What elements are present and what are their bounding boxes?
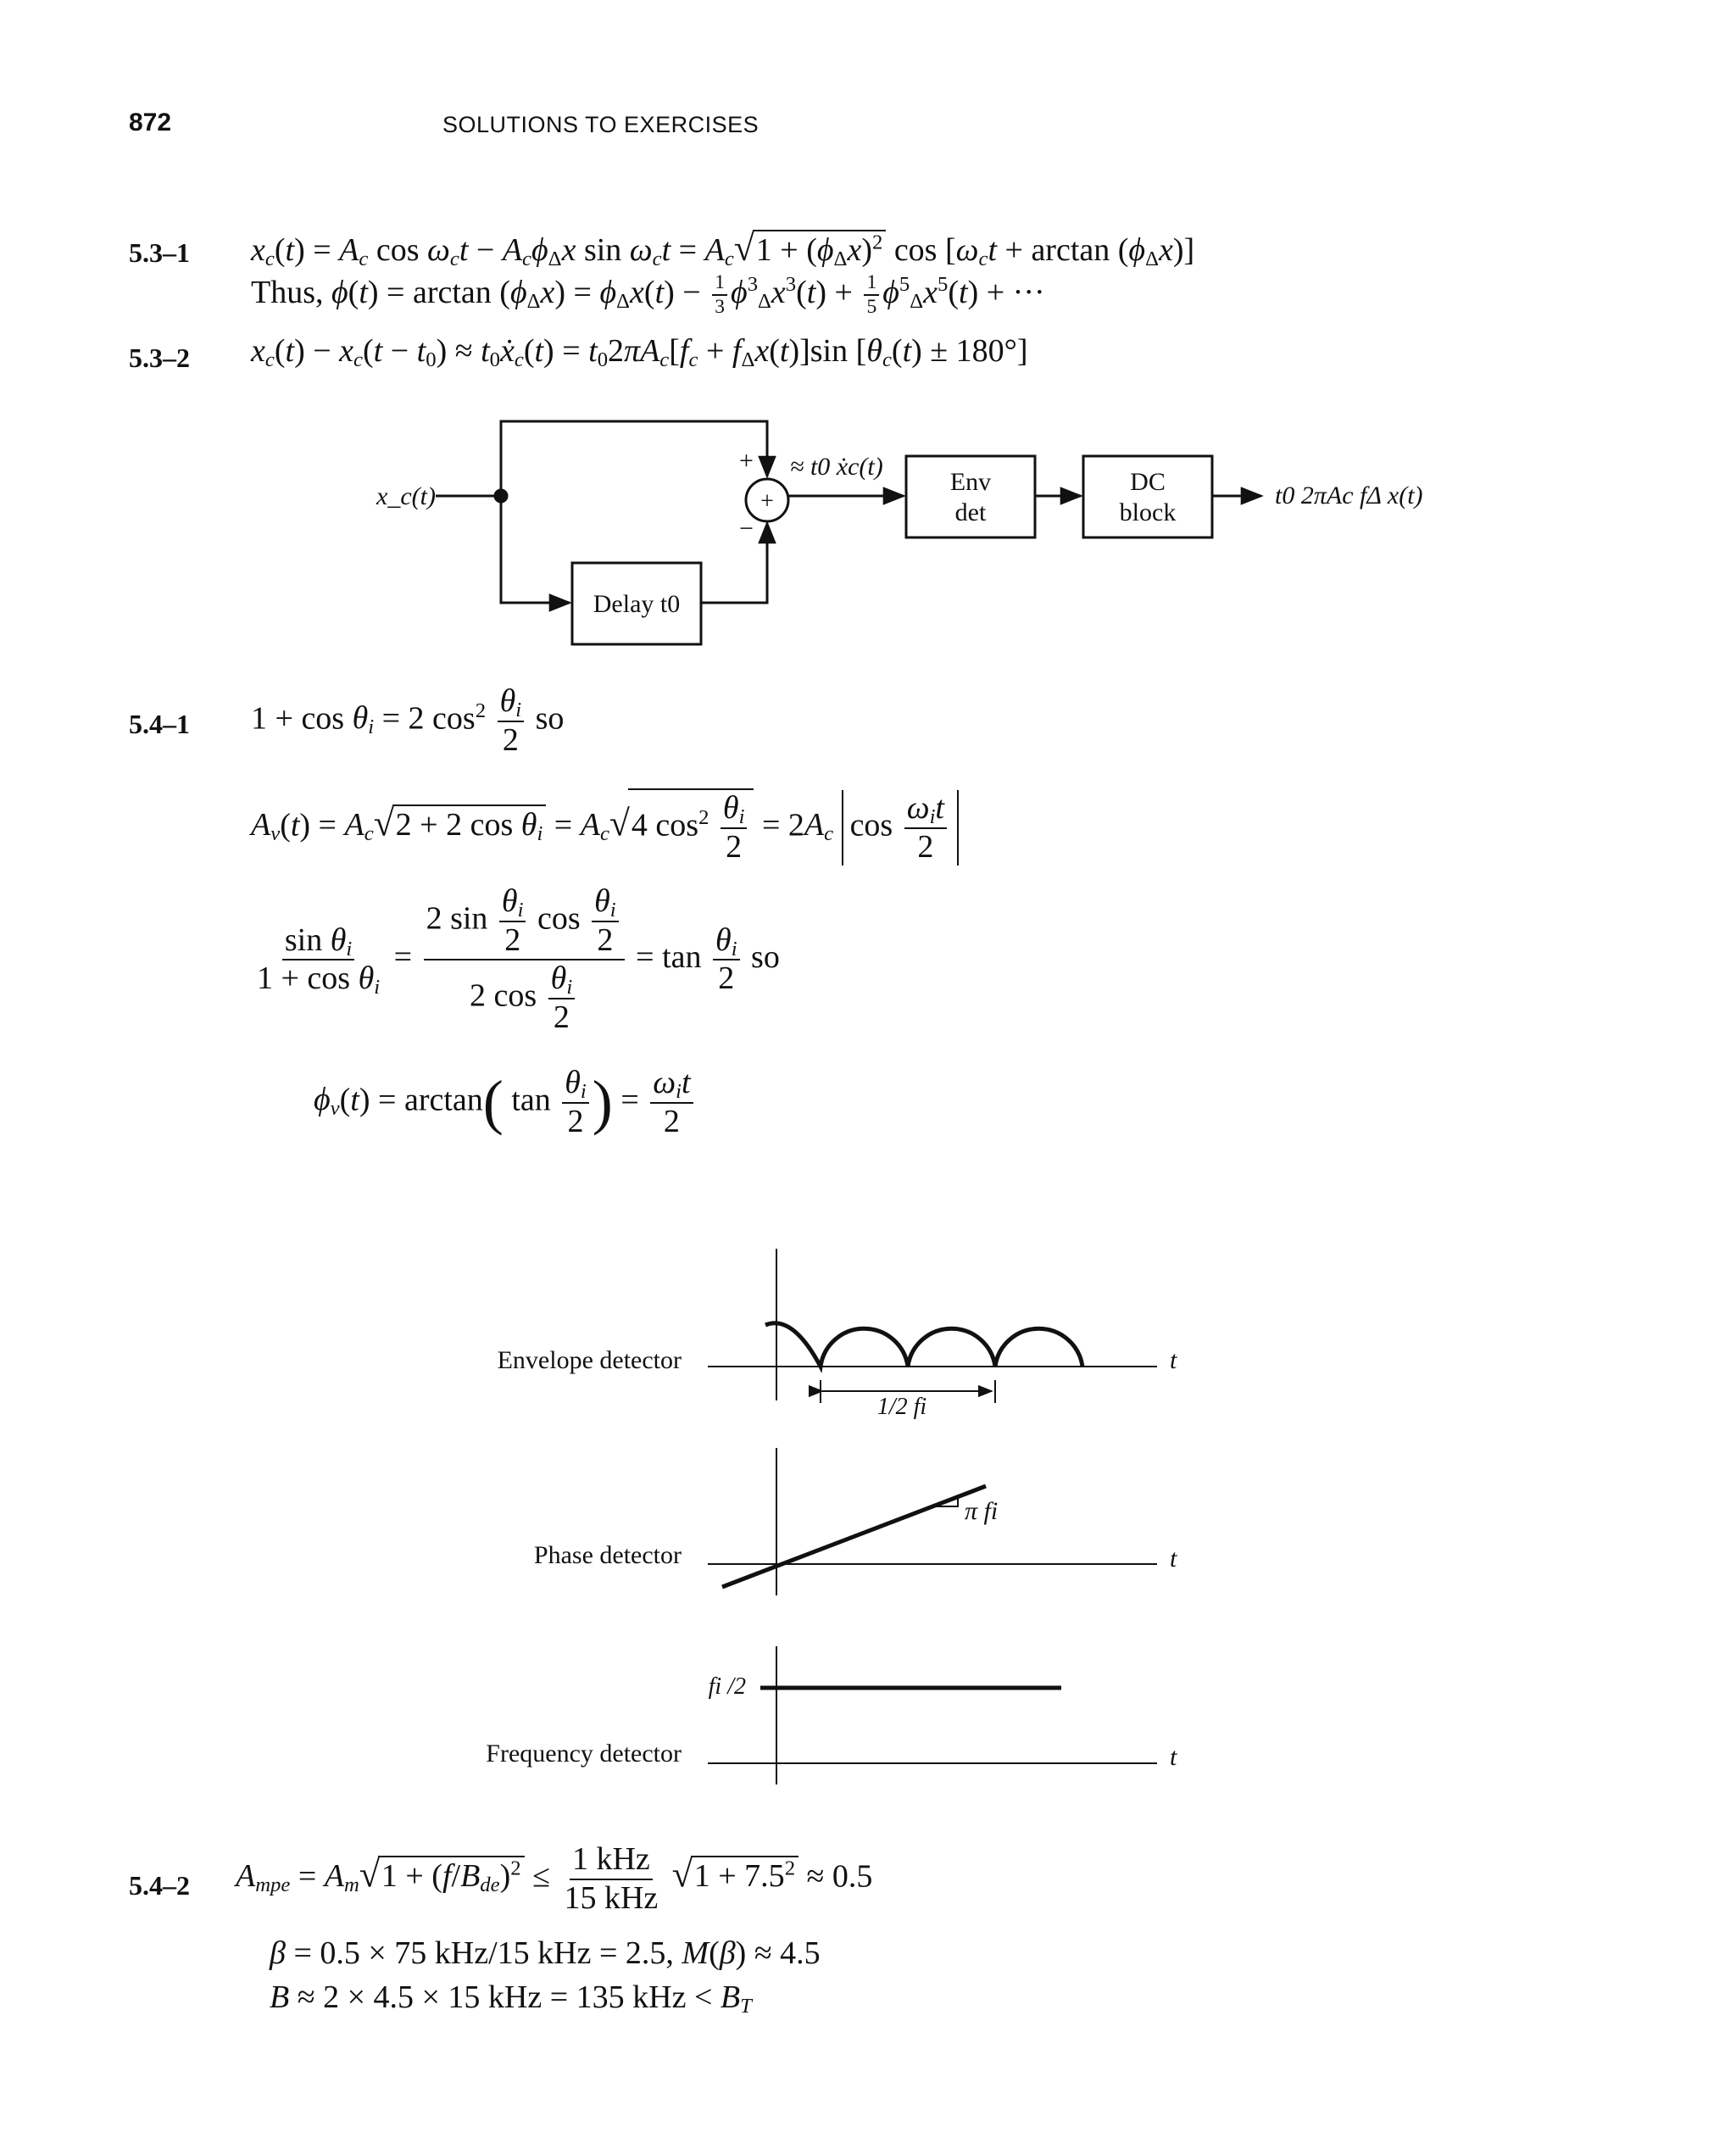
lower-path bbox=[501, 496, 570, 603]
equation-5-4-1-line3: $\frac{\sin \theta_i}{1 + \cos \theta_i}$ = 2 sin $\frac{\theta_i}{2}$ cos $\frac{\theta_i}{2}$ 2 cos $\frac{\theta_i}{2}$ = tan $\frac{\theta_i}{2}$ so bbox=[257, 883, 780, 1036]
cos-word-4: cos bbox=[301, 700, 345, 737]
equation-5-4-2-line1: $A_{mpe} = A_m√1 + (f/B_{de})^2$ ≤ $\frac{\text{1 kHz}}{\text{15 kHz}}$ $√1 + 7.5^2 \approx 0.5$ bbox=[236, 1841, 873, 1916]
page-number: 872 bbox=[129, 109, 172, 136]
sum-output-label: ≈ t0 ẋc(t) bbox=[790, 453, 883, 481]
one-khz: 1 kHz bbox=[570, 1841, 653, 1880]
degree-value: 180° bbox=[955, 333, 1017, 369]
dc-label-line1: DC bbox=[1130, 468, 1166, 496]
equation-5-4-2-line3: B ≈ 2 × 4.5 × 15 kHz = 135 kHz < $B_T$ bbox=[270, 1979, 752, 2018]
freq-graph-label: Frequency detector bbox=[486, 1740, 682, 1768]
problem-label-5-4-2: 5.4–2 bbox=[129, 1870, 190, 1901]
slope-label: π fi bbox=[965, 1497, 999, 1525]
delay-output-path bbox=[701, 523, 767, 603]
sin-word-3: sin bbox=[810, 333, 849, 369]
equation-5-3-1-line1: $x_c(t) = A_c$ $\cos \omega_ct - A_c\phi_\Delta x$ $\sin \omega_ct = A_c√1 + (\phi_\Delta x)^2$ $\cos [\omega_ct + \arctan (\phi_\Delta x)]$ bbox=[251, 228, 1195, 271]
problem-label-5-3-2: 5.3–2 bbox=[129, 342, 190, 373]
equation-5-4-1-line2: $A_v(t) = A_c√2 + 2$ $\cos \theta_i = A_c√4$ $\cos^2$ $\frac{\theta_i}{2}$ = $2A_c$ cos $\frac{\omega_it}{2}$ bbox=[251, 788, 959, 866]
equation-5-3-1-line2: Thus, $\phi(t) = \arctan (\phi_\Delta x) = \phi_\Delta x(t)$ − $\frac{1}{3}$ $\phi^3_\Delta x^3(t)$ + $\frac{1}{5}$ $\phi^5_\Delta x^5(t)$ + ··· bbox=[251, 271, 1045, 319]
approx-result: ≈ 0.5 bbox=[806, 1858, 873, 1895]
cos-word-2: cos bbox=[893, 232, 938, 268]
so-word-1: so bbox=[535, 700, 565, 737]
sin-word-4: sin bbox=[450, 900, 488, 937]
upper-path bbox=[501, 421, 767, 496]
phase-graph-label: Phase detector bbox=[533, 1541, 682, 1569]
freq-level-label: fi /2 bbox=[708, 1673, 746, 1700]
plus-sign: + bbox=[739, 447, 754, 475]
arctan-word: arctan bbox=[1031, 232, 1110, 268]
b-line: ≈ 2 × 4.5 × 15 kHz = 135 kHz < bbox=[297, 1979, 713, 2015]
envelope-curve bbox=[765, 1323, 1082, 1367]
phase-t-label: t bbox=[1170, 1545, 1177, 1573]
env-label-line1: Env bbox=[949, 468, 992, 496]
beta-line: = 0.5 × 75 kHz/15 kHz = 2.5, bbox=[293, 1935, 674, 1971]
equation-5-4-1-line4: $\phi_v(t) = \arctan$( tan $\frac{\theta_i}{2}$ ) = $\frac{\omega_it}{2}$ bbox=[314, 1065, 697, 1140]
four-value: 4 bbox=[631, 807, 648, 843]
arctan-word-2: arctan bbox=[412, 274, 492, 310]
so-word-2: so bbox=[751, 939, 780, 976]
env-graph-label: Envelope detector bbox=[497, 1346, 682, 1374]
problem-label-5-4-1: 5.4–1 bbox=[129, 709, 190, 739]
phase-line bbox=[722, 1486, 986, 1587]
freq-t-label: t bbox=[1170, 1743, 1177, 1771]
one-plus: 1 + bbox=[251, 700, 293, 737]
period-label: 1/2 fi bbox=[876, 1394, 927, 1420]
problem-label-5-3-1: 5.3–1 bbox=[129, 237, 190, 268]
fifteen-khz: 15 kHz bbox=[564, 1879, 659, 1916]
detector-graphs bbox=[708, 1249, 1157, 1784]
equation-5-4-1-line1: $1 + \cos \theta_i = 2$ $\cos^2$ $\frac{\theta_i}{2}$ so bbox=[251, 683, 565, 758]
equation-5-4-2-line2: β = 0.5 × 75 kHz/15 kHz = 2.5, M(β) ≈ 4.5 bbox=[270, 1935, 821, 1971]
m-beta-value: ≈ 4.5 bbox=[754, 1935, 821, 1971]
sin-word: sin bbox=[583, 232, 622, 268]
equation-5-3-2: $x_c(t) - x_c(t - t_0)$ ≈ $t_0ẋ_c(t) = t_02\pi A_c[f_c + f_\Delta x(t)]\sin$ $[\theta_c(t) \pm 180^\circ]$ bbox=[251, 333, 1028, 372]
cos-word: cos bbox=[376, 232, 420, 268]
thus-word: Thus, bbox=[251, 274, 324, 310]
root-value: 1 + 7.5 bbox=[693, 1858, 785, 1895]
summing-symbol: + bbox=[760, 488, 774, 515]
delay-label: Delay t0 bbox=[593, 590, 681, 618]
diagram-output-label: t0 2πAc fΔ x(t) bbox=[1275, 482, 1423, 509]
minus-sign: − bbox=[739, 515, 754, 543]
input-label: x_c(t) bbox=[376, 482, 436, 510]
running-title: SOLUTIONS TO EXERCISES bbox=[442, 112, 760, 137]
env-label-line2: det bbox=[954, 498, 987, 526]
tan-word: tan bbox=[662, 939, 702, 976]
env-t-label: t bbox=[1170, 1346, 1177, 1374]
dc-label-line2: block bbox=[1119, 498, 1177, 526]
arctan-word-3: arctan bbox=[403, 1082, 483, 1118]
